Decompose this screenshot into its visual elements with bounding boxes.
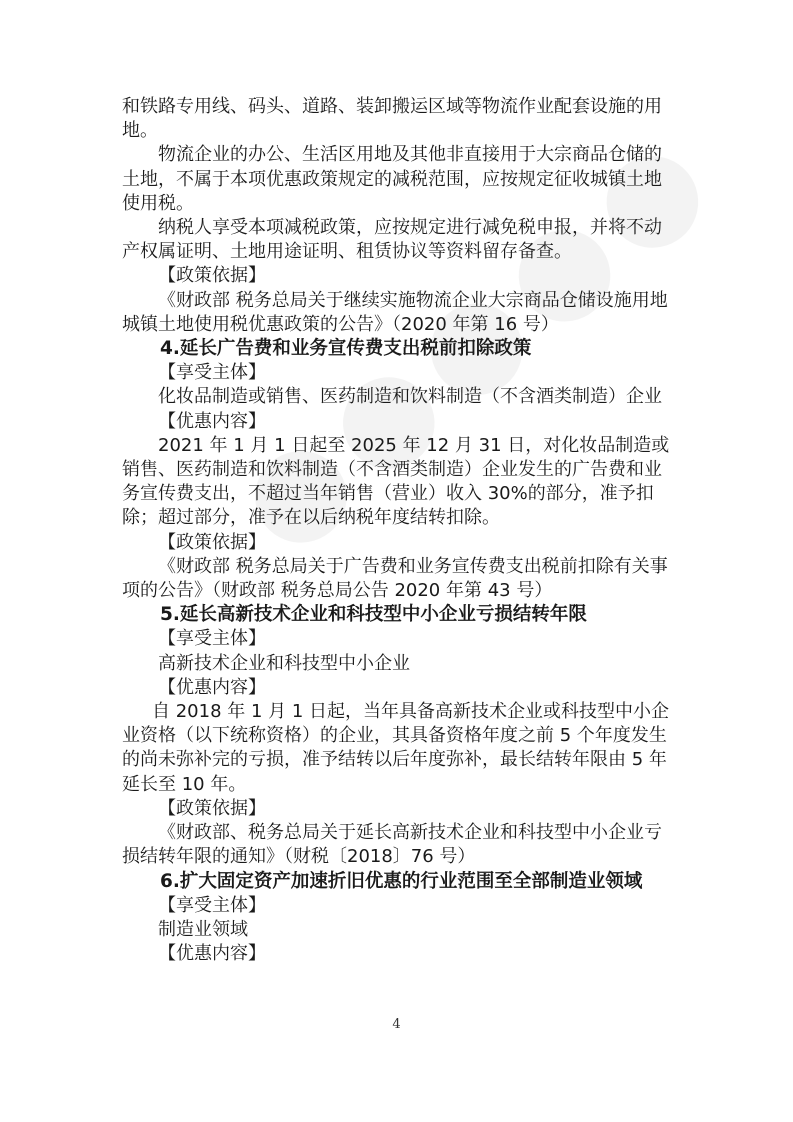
paragraph: 自 2018 年 1 月 1 日起，当年具备高新技术企业或科技型中小企业资格（以下统称资格）的企业，其具备资格年度之前 5 个年度发生的尚未弥补完的亏损，准予结转以后年度弥补，最长结转年限由 5 年延长至 10 年。 xyxy=(122,701,670,795)
document-body xyxy=(122,95,678,966)
paragraph: 【优惠内容】 xyxy=(158,676,266,698)
page-number: 4 xyxy=(392,1017,401,1032)
paragraph: 【享受主体】 xyxy=(158,894,266,916)
paragraph: 2021 年 1 月 1 日起至 2025 年 12 月 31 日，对化妆品制造或销售、医药制造和饮料制造（不含酒类制造）企业发生的广告费和业务宣传费支出，不超过当年销售（营业）收入 30%的部分，准予扣除；超过部分，准予在以后纳税年度结转扣除。 xyxy=(122,434,670,529)
section-heading: 4.延长广告费和业务宣传费支出税前扣除政策 xyxy=(160,338,532,360)
paragraph: 制造业领域 xyxy=(158,918,248,940)
section-heading: 5.延长高新技术企业和科技型中小企业亏损结转年限 xyxy=(160,604,587,626)
paragraph: 和铁路专用线、码头、道路、装卸搬运区域等物流作业配套设施的用地。 xyxy=(122,96,662,142)
paragraph: 《财政部 税务总局关于继续实施物流企业大宗商品仓储设施用地城镇土地使用税优惠政策的公告》（2020 年第 16 号） xyxy=(122,289,668,335)
paragraph: 高新技术企业和科技型中小企业 xyxy=(158,652,410,674)
paragraph: 化妆品制造或销售、医药制造和饮料制造（不含酒类制造）企业 xyxy=(158,386,662,408)
section-heading: 6.扩大固定资产加速折旧优惠的行业范围至全部制造业领域 xyxy=(160,870,643,892)
paragraph: 【政策依据】 xyxy=(158,797,266,819)
paragraph: 纳税人享受本项减税政策，应按规定进行减免税申报，并将不动产权属证明、土地用途证明、租赁协议等资料留存备查。 xyxy=(122,217,662,263)
paragraph: 物流企业的办公、生活区用地及其他非直接用于大宗商品仓储的土地，不属于本项优惠政策规定的减税范围，应按规定征收城镇土地使用税。 xyxy=(122,144,662,214)
paragraph: 【享受主体】 xyxy=(158,362,266,384)
paragraph: 【优惠内容】 xyxy=(158,410,266,432)
paragraph: 【政策依据】 xyxy=(158,265,266,287)
paragraph: 《财政部、税务总局关于延长高新技术企业和科技型中小企业亏损结转年限的通知》（财税〔2018〕76 号） xyxy=(122,822,662,868)
paragraph: 【优惠内容】 xyxy=(158,943,266,965)
paragraph: 【享受主体】 xyxy=(158,628,266,650)
paragraph: 【政策依据】 xyxy=(158,531,266,553)
paragraph: 《财政部 税务总局关于广告费和业务宣传费支出税前扣除有关事项的公告》（财政部 税务总局公告 2020 年第 43 号） xyxy=(122,555,668,602)
